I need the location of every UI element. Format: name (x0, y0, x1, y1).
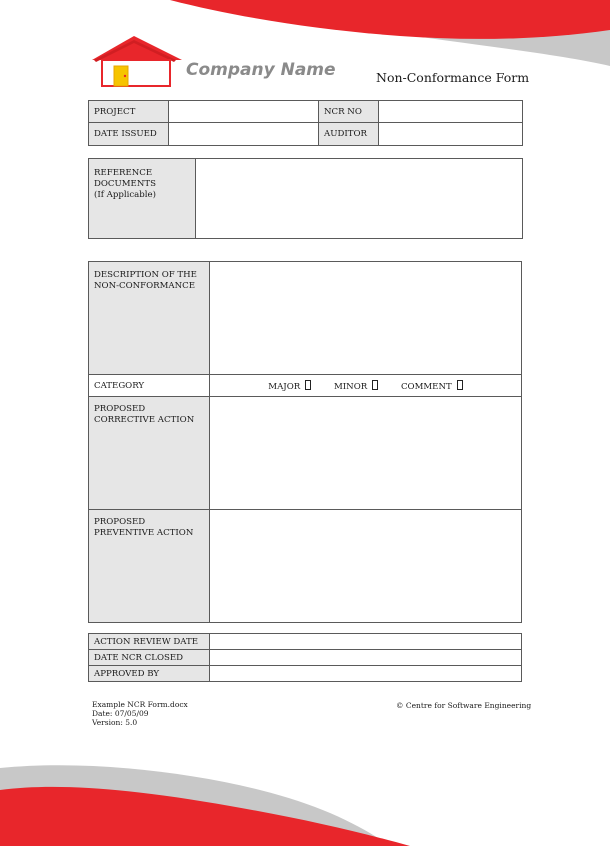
project-field[interactable] (169, 101, 319, 123)
reference-table (88, 158, 523, 239)
description-field[interactable] (210, 262, 522, 375)
auditor-label: AUDITOR (319, 123, 379, 146)
date-issued-field[interactable] (169, 123, 319, 146)
preventive-action-label: PROPOSED PREVENTIVE ACTION (89, 510, 210, 623)
corrective-action-label: PROPOSED CORRECTIVE ACTION (89, 397, 210, 510)
house-logo-icon (88, 34, 184, 90)
auditor-field[interactable] (379, 123, 523, 146)
description-label: DESCRIPTION OF THE NON-CONFORMANCE (89, 262, 210, 375)
date-issued-label: DATE ISSUED (89, 123, 169, 146)
date-ncr-closed-label: DATE NCR CLOSED (89, 650, 210, 666)
footer-version: Version: 5.0 (92, 718, 138, 727)
top-red-swoosh (170, 0, 610, 39)
form-title: Non-Conformance Form (376, 70, 530, 85)
action-review-date-field[interactable] (210, 634, 522, 650)
footer-doc-info (92, 700, 188, 727)
approved-by-field[interactable] (210, 666, 522, 682)
category-comment[interactable]: COMMENT (401, 382, 463, 392)
footer-filename: Example NCR Form.docx (92, 700, 188, 709)
reference-label: REFERENCE DOCUMENTS (If Applicable) (89, 159, 196, 239)
approved-by-label: APPROVED BY (89, 666, 210, 682)
footer-copyright: © Centre for Software Engineering (396, 701, 532, 710)
corrective-action-field[interactable] (210, 397, 522, 510)
preventive-action-field[interactable] (210, 510, 522, 623)
action-review-date-label: ACTION REVIEW DATE (89, 634, 210, 650)
category-options (210, 375, 522, 397)
project-label: PROJECT (89, 101, 169, 123)
category-minor[interactable]: MINOR (334, 382, 378, 392)
minor-checkbox[interactable] (372, 380, 378, 390)
main-table (88, 261, 522, 623)
reference-field[interactable] (196, 159, 523, 239)
ncr-no-label: NCR NO (319, 101, 379, 123)
date-ncr-closed-field[interactable] (210, 650, 522, 666)
category-label: CATEGORY (89, 375, 210, 397)
review-table (88, 633, 522, 682)
header-table (88, 100, 523, 146)
category-major[interactable]: MAJOR (268, 382, 311, 392)
footer-date: Date: 07/05/09 (92, 709, 149, 718)
ncr-no-field[interactable] (379, 101, 523, 123)
comment-checkbox[interactable] (457, 380, 463, 390)
major-checkbox[interactable] (305, 380, 311, 390)
company-name: Company Name (186, 60, 336, 80)
